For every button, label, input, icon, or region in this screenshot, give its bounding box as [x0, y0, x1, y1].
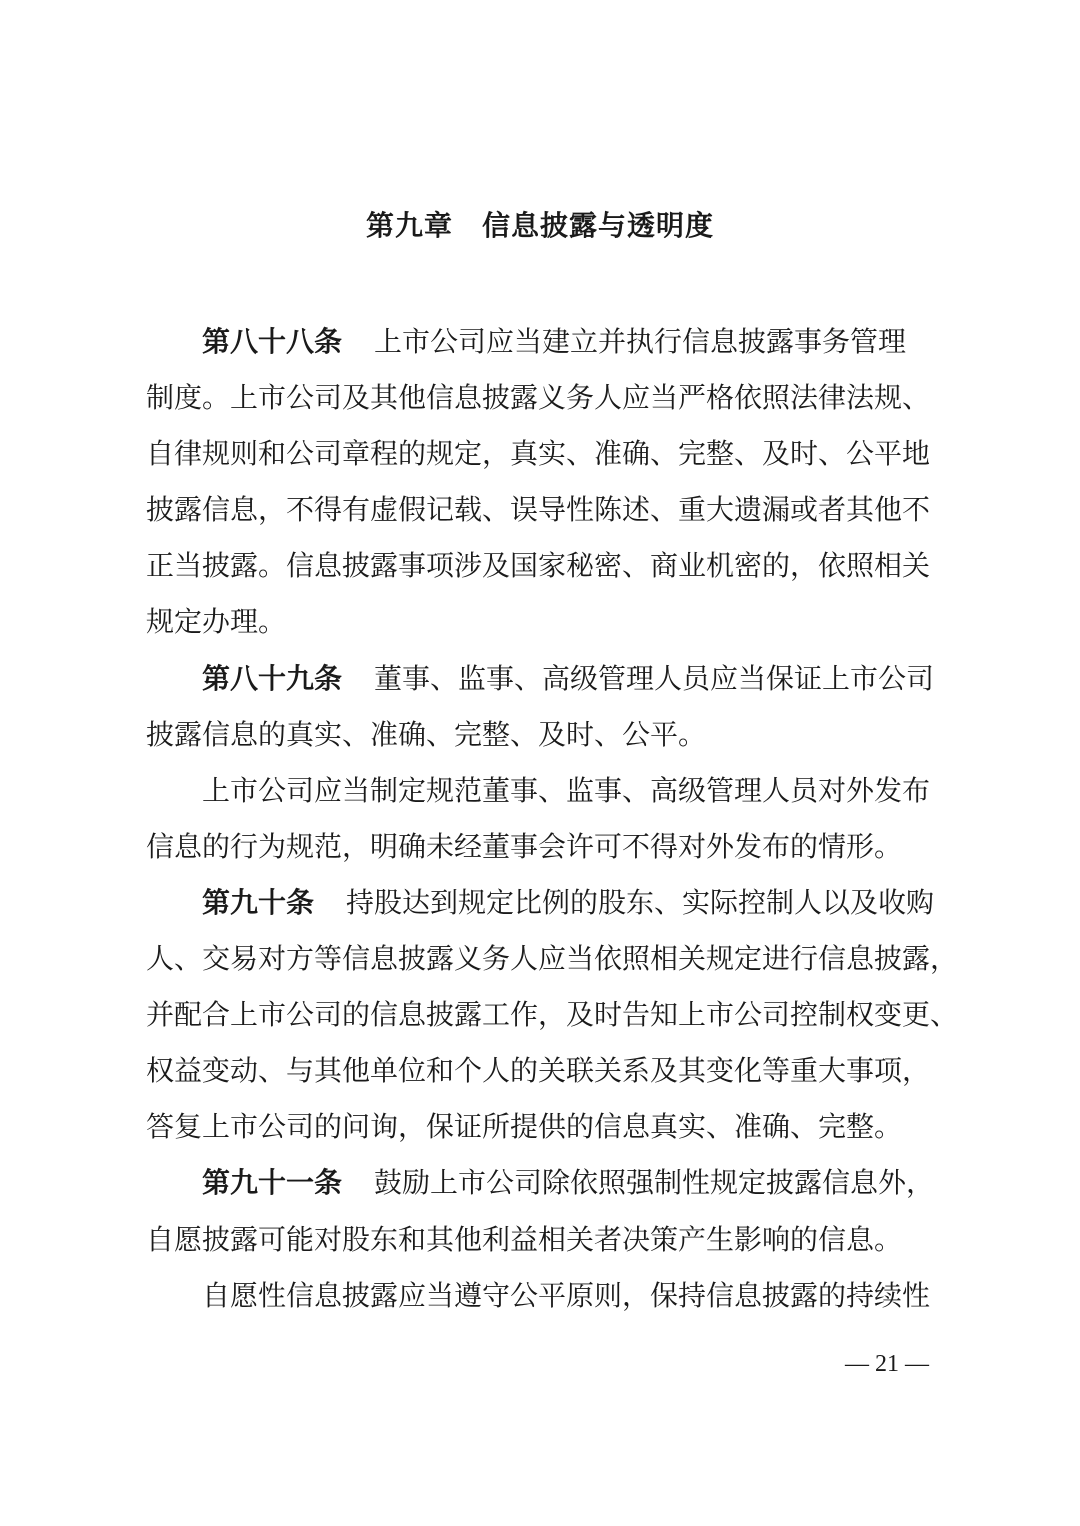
- article-90-number: 第九十条: [202, 885, 315, 919]
- article-91-line-2: 自愿披露可能对股东和其他利益相关者决策产生影响的信息。: [146, 1222, 903, 1256]
- article-90-text-1: 持股达到规定比例的股东、实际控制人以及收购: [346, 885, 935, 919]
- article-90-line-2: 人、交易对方等信息披露义务人应当依照相关规定进行信息披露，: [146, 942, 959, 976]
- article-90-line-1: [146, 875, 946, 931]
- article-88-line-2: 制度。上市公司及其他信息披露义务人应当严格依照法律法规、: [146, 381, 931, 415]
- article-89-line-1: [146, 651, 946, 707]
- article-88-line-3: 自律规则和公司章程的规定，真实、准确、完整、及时、公平地: [146, 437, 931, 471]
- article-88-number: 第八十八条: [202, 325, 343, 358]
- article-89-number: 第八十九条: [202, 661, 343, 695]
- article-90-line-4: 权益变动、与其他单位和个人的关联关系及其变化等重大事项，: [146, 1054, 931, 1088]
- page-number: — 21 —: [845, 1351, 929, 1377]
- article-90-line-5: 答复上市公司的问询，保证所提供的信息真实、准确、完整。: [146, 1110, 903, 1144]
- chapter-title: 第九章 信息披露与透明度: [365, 209, 714, 242]
- article-91-text-1: 鼓励上市公司除依照强制性规定披露信息外，: [374, 1166, 935, 1200]
- document-body: [146, 314, 959, 1324]
- article-91-para2-line-1: 自愿性信息披露应当遵守公平原则，保持信息披露的持续性: [202, 1278, 931, 1312]
- article-89-text-1: 董事、监事、高级管理人员应当保证上市公司: [374, 661, 935, 695]
- article-89-line-2: 披露信息的真实、准确、完整、及时、公平。: [146, 717, 707, 751]
- article-88-line-5: 正当披露。信息披露事项涉及国家秘密、商业机密的，依照相关: [146, 549, 931, 583]
- article-88-line-1: [146, 314, 946, 370]
- article-90-line-3: 并配合上市公司的信息披露工作，及时告知上市公司控制权变更、: [146, 998, 959, 1032]
- article-88-line-6: 规定办理。: [146, 605, 287, 639]
- article-91-line-1: [146, 1155, 946, 1211]
- article-89-para2-line-2: 信息的行为规范，明确未经董事会许可不得对外发布的情形。: [146, 829, 903, 863]
- article-88-text-1: 上市公司应当建立并执行信息披露事务管理: [374, 325, 907, 358]
- article-89-para2-line-1: 上市公司应当制定规范董事、监事、高级管理人员对外发布: [202, 773, 931, 807]
- article-91-number: 第九十一条: [202, 1166, 343, 1200]
- article-88-line-4: 披露信息，不得有虚假记载、误导性陈述、重大遗漏或者其他不: [146, 493, 931, 527]
